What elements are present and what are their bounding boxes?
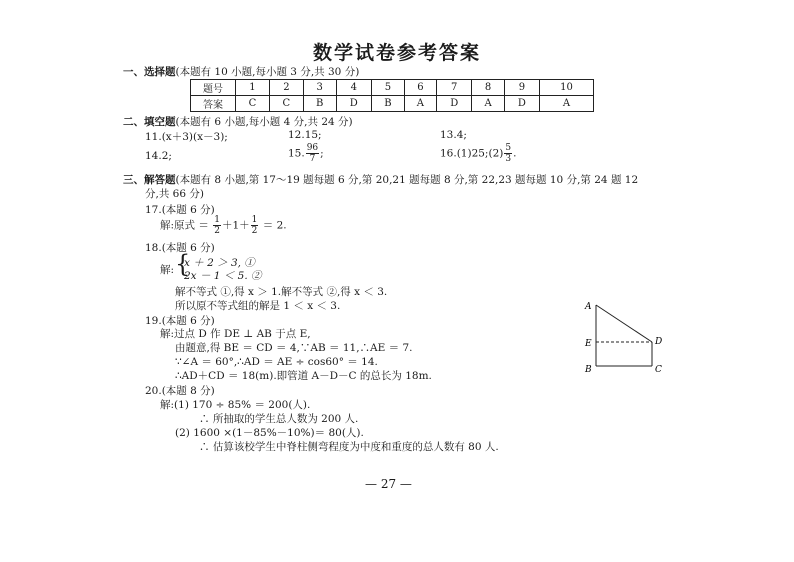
label-c: C: [655, 365, 662, 375]
q19-line-1: 解:过点 D 作 DE ⊥ AB 于点 E,: [160, 328, 311, 340]
answer-cell: A: [540, 96, 594, 112]
q20-line-4: ∴ 估算该校学生中脊柱侧弯程度为中度和重度的总人数有 80 人.: [199, 441, 499, 453]
section-2-heading: [123, 114, 353, 129]
answer-table-number-row: [191, 80, 594, 96]
q20-heading: 20.(本题 8 分): [145, 385, 215, 397]
answer-15-suffix: ;: [320, 147, 324, 160]
answer-cell: A: [472, 96, 504, 112]
question-number: 6: [404, 80, 436, 96]
answer-12: 12.15;: [288, 129, 322, 141]
section-1-note: (本题有 10 小题,每小题 3 分,共 30 分): [175, 66, 360, 78]
page-title: 数学试卷参考答案: [313, 42, 482, 64]
question-number: 3: [303, 80, 336, 96]
q18-jie: 解:: [160, 264, 175, 276]
answer-16: [440, 143, 516, 164]
question-number: 9: [504, 80, 539, 96]
denominator: 7: [309, 154, 316, 164]
numerator: 5: [505, 143, 512, 153]
system-brace: {: [175, 250, 191, 278]
q17-result: ＝ 2.: [262, 219, 287, 232]
label-d: D: [655, 337, 663, 347]
q18-step-1: 解不等式 ①,得 x ＞ 1.解不等式 ②,得 x ＜ 3.: [175, 286, 388, 298]
denominator: 2: [251, 226, 258, 236]
section-3-note-1: (本题有 8 小题,第 17～19 题每题 6 分,第 20,21 题每题 8 分,第 22,23 题每题 10 分,第 24 题 12: [175, 174, 639, 186]
answer-cell: C: [236, 96, 270, 112]
fraction: [251, 215, 259, 236]
q17-prefix: 解:原式 ＝: [160, 219, 209, 232]
q18-heading: 18.(本题 6 分): [145, 242, 215, 254]
section-1-title: 一、选择题: [123, 66, 176, 78]
answer-cell: D: [437, 96, 472, 112]
numerator: 1: [251, 215, 258, 225]
question-number: 7: [437, 80, 472, 96]
q17-heading: 17.(本题 6 分): [145, 204, 215, 216]
answer-15: [288, 143, 324, 164]
section-3-note-2: 分,共 66 分): [145, 188, 204, 200]
question-number: 8: [472, 80, 504, 96]
q17-solution: [160, 215, 287, 236]
section-3-heading: [123, 172, 638, 187]
q20-line-3: (2) 1600 ×(1－85%－10%)＝ 80(人).: [175, 427, 364, 439]
geometry-figure: [582, 300, 674, 378]
answer-table-answer-row: [191, 96, 594, 112]
answer-cell: D: [504, 96, 539, 112]
question-number: 2: [269, 80, 303, 96]
answer-cell: B: [303, 96, 336, 112]
q18-inequality-1: x ＋ 2 ＞ 3, ①: [184, 257, 255, 269]
fraction: [306, 143, 319, 164]
row-header-number: 题号: [191, 80, 236, 96]
denominator: 3: [505, 154, 512, 164]
answer-cell: D: [336, 96, 371, 112]
label-e: E: [585, 339, 592, 349]
q19-heading: 19.(本题 6 分): [145, 315, 215, 327]
question-number: 4: [336, 80, 371, 96]
segment-ad: [596, 305, 652, 342]
q20-line-1: 解:(1) 170 ÷ 85% ＝ 200(人).: [160, 399, 311, 411]
label-b: B: [585, 365, 592, 375]
section-3-title: 三、解答题: [123, 174, 176, 186]
section-2-title: 二、填空题: [123, 116, 176, 128]
q18-step-2: 所以原不等式组的解是 1 ＜ x ＜ 3.: [175, 300, 341, 312]
numerator: 96: [306, 143, 319, 153]
answer-cell: C: [269, 96, 303, 112]
question-number: 10: [540, 80, 594, 96]
q18-inequality-2: 2x － 1 ＜ 5. ②: [184, 270, 262, 282]
label-a: A: [585, 302, 592, 312]
row-header-answer: 答案: [191, 96, 236, 112]
fraction: [504, 143, 512, 164]
section-2-note: (本题有 6 小题,每小题 4 分,共 24 分): [175, 116, 353, 128]
q19-line-3: ∵∠A ＝ 60°,∴AD ＝ AE ÷ cos60° ＝ 14.: [175, 356, 378, 368]
denominator: 2: [214, 226, 220, 236]
answer-cell: B: [372, 96, 405, 112]
page-number: — 27 —: [365, 477, 412, 491]
q19-line-4: ∴AD＋CD ＝ 18(m).即管道 A－D－C 的总长为 18m.: [175, 370, 432, 382]
section-1-heading: [123, 64, 359, 79]
answer-11: 11.(x＋3)(x－3);: [145, 131, 228, 143]
q17-middle: ＋1＋: [221, 219, 250, 232]
q20-line-2: ∴ 所抽取的学生总人数为 200 人.: [199, 413, 359, 425]
answer-13: 13.4;: [440, 129, 467, 141]
question-number: 5: [372, 80, 405, 96]
question-number: 1: [236, 80, 270, 96]
numerator: 1: [214, 215, 220, 225]
q19-line-2: 由题意,得 BE ＝ CD ＝ 4,∵AB ＝ 11,∴AE ＝ 7.: [175, 342, 413, 354]
fraction: [213, 215, 221, 236]
answer-cell: A: [404, 96, 436, 112]
answer-16-suffix: .: [513, 147, 517, 160]
answer-14: 14.2;: [145, 150, 172, 162]
answer-16-prefix: 16.(1)25;(2): [440, 147, 504, 160]
answer-table: [190, 79, 594, 112]
answer-15-prefix: 15.: [288, 147, 305, 160]
